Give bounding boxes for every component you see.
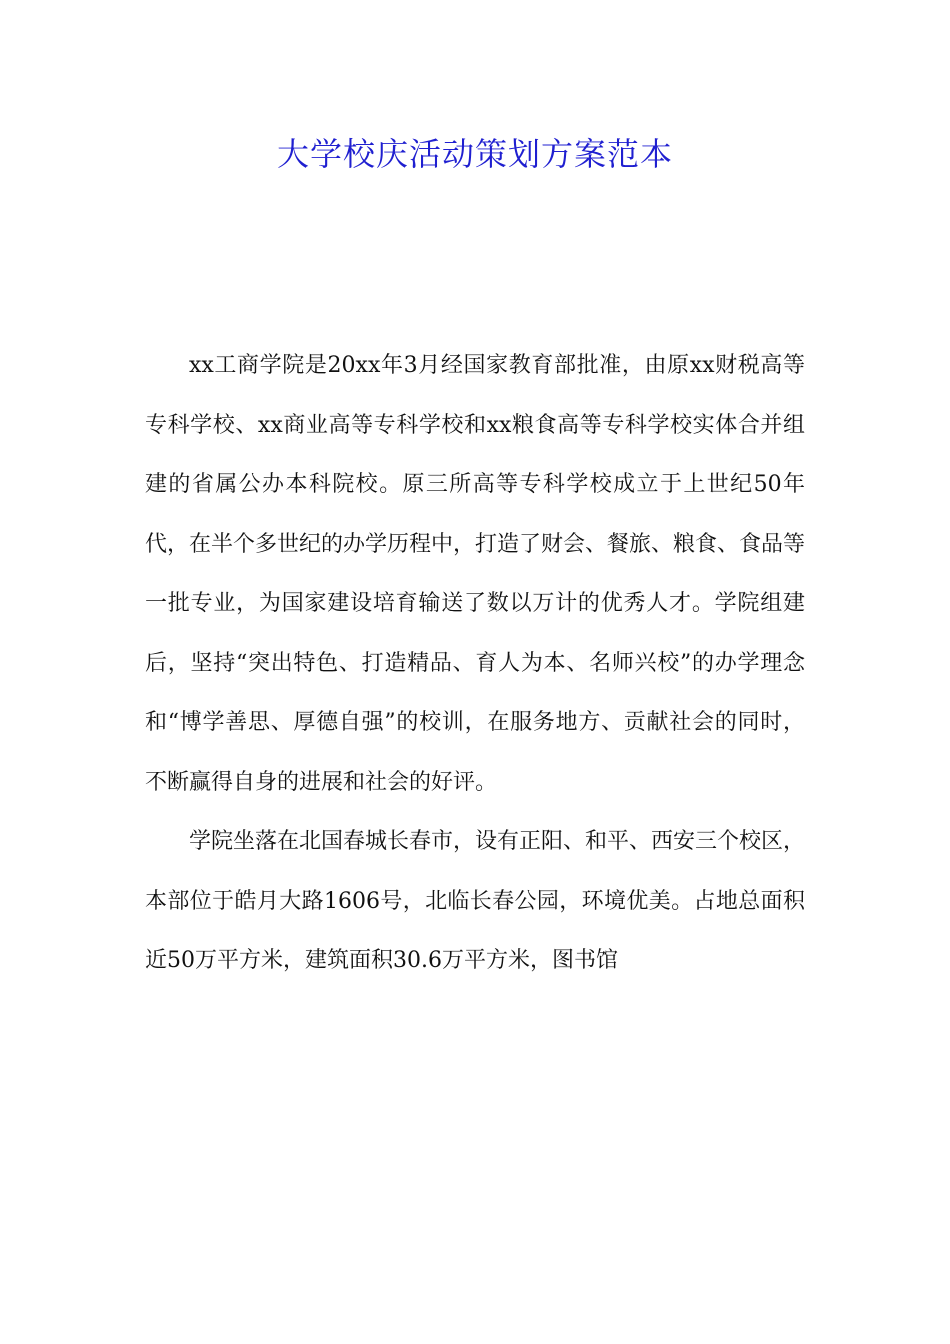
document-body [145,336,805,991]
paragraph-school-history: xx工商学院是20xx年3月经国家教育部批准，由原xx财税高等专科学校、xx商业高等专科学校和xx粮食高等专科学校实体合并组建的省属公办本科院校。原三所高等专科学校成立于上世纪50年代，在半个多世纪的办学历程中，打造了财会、餐旅、粮食、食品等一批专业，为国家建设培育输送了数以万计的优秀人才。学院组建后，坚持“突出特色、打造精品、育人为本、名师兴校”的办学理念和“博学善思、厚德自强”的校训，在服务地方、贡献社会的同时，不断赢得自身的进展和社会的好评。 [145,353,806,795]
paragraph-campus-location: 学院坐落在北国春城长春市，设有正阳、和平、西安三个校区，本部位于皓月大路1606号，北临长春公园，环境优美。占地总面积近50万平方米，建筑面积30.6万平方米，图书馆 [145,829,806,973]
document-title: 大学校庆活动策划方案范本 [276,135,673,173]
